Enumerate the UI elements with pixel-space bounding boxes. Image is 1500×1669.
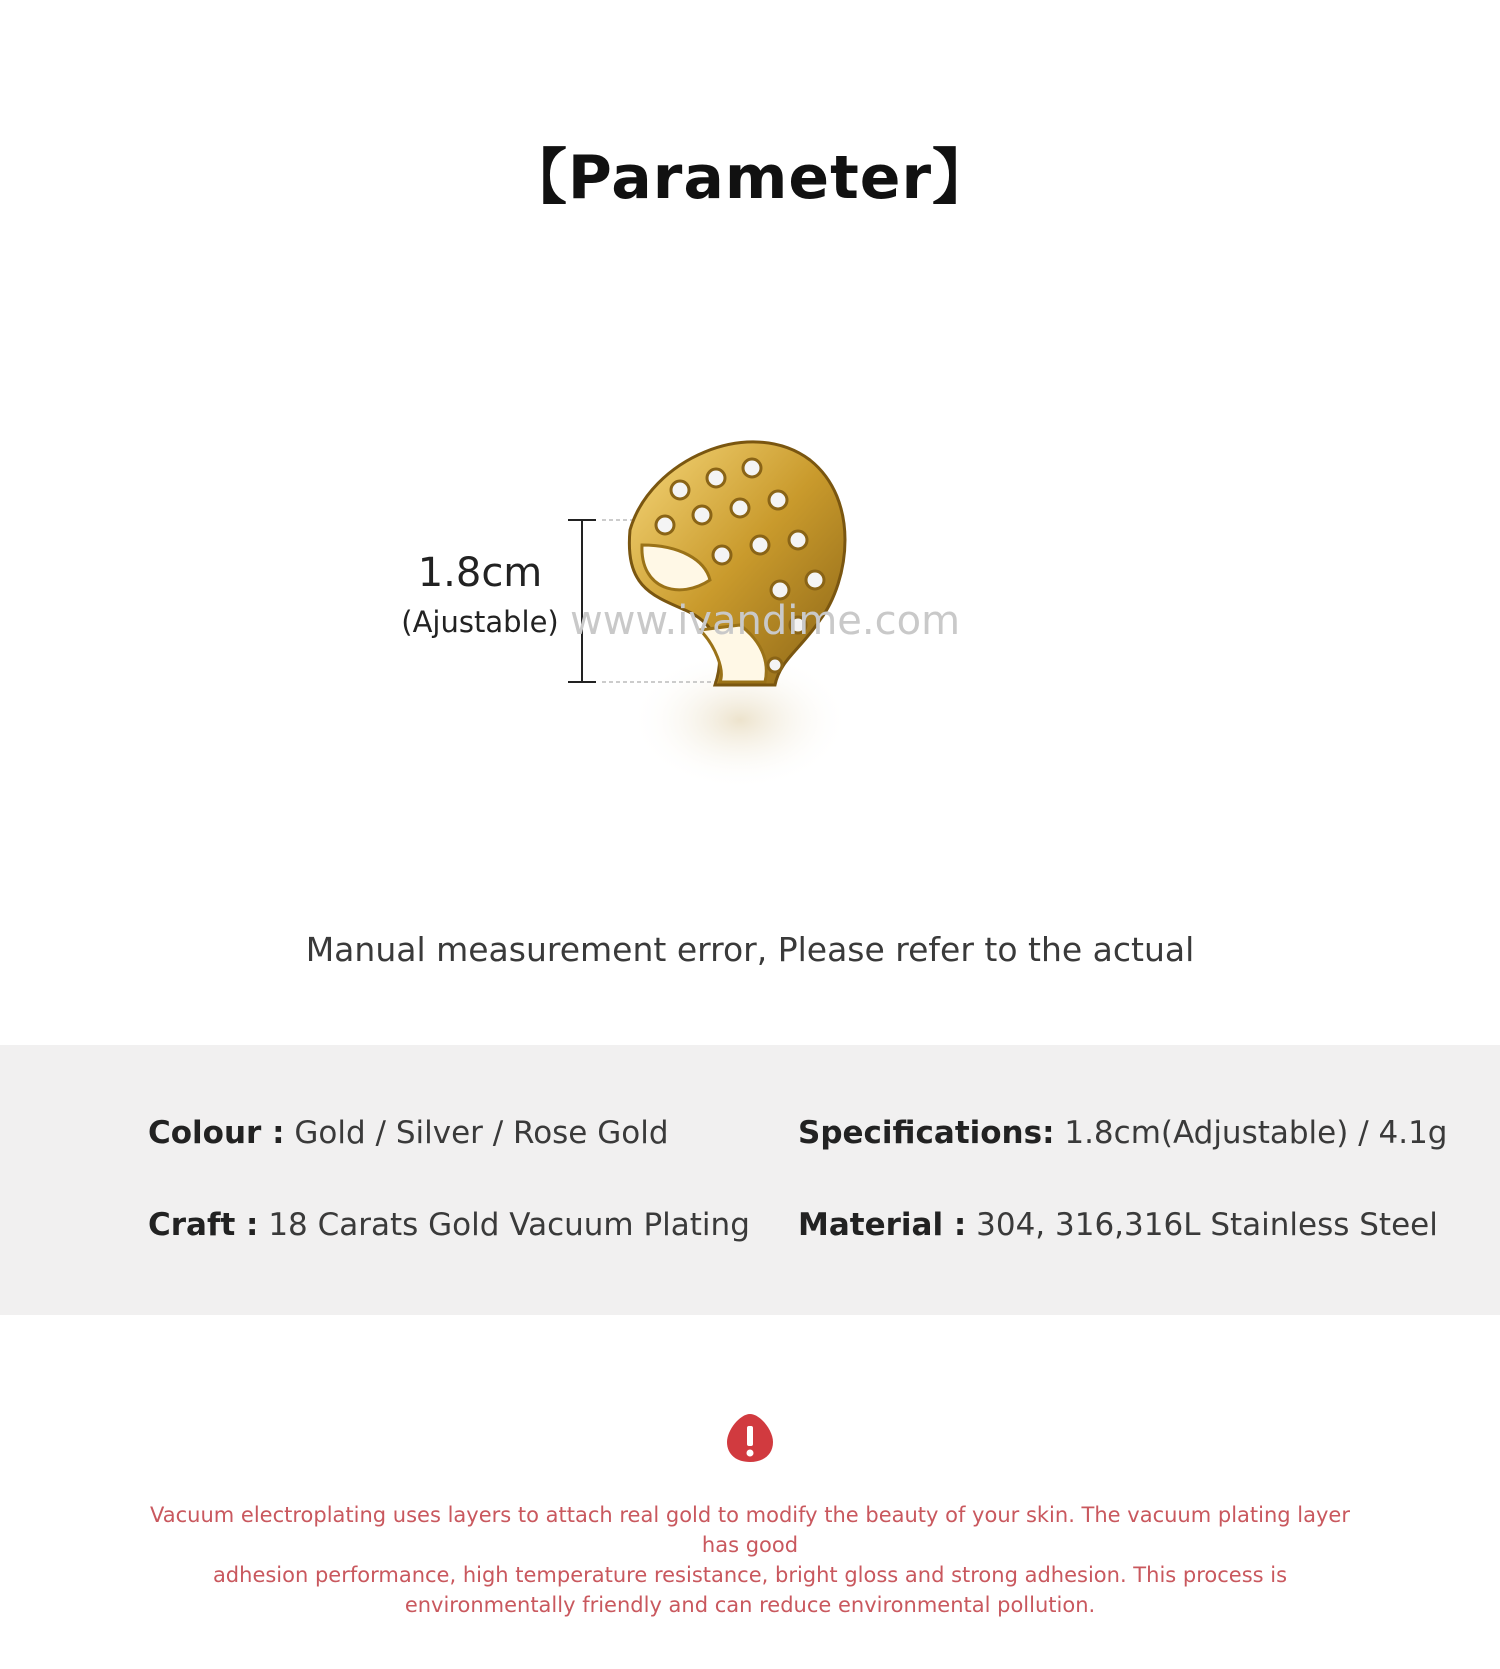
spec-panel (0, 1045, 1500, 1315)
measurement-disclaimer: Manual measurement error, Please refer to the actual (305, 930, 1195, 969)
spec-colour (148, 1115, 669, 1151)
plating-notice-line-3: environmentally friendly and can reduce environmental pollution. (404, 1593, 1096, 1617)
alert-icon (725, 1412, 775, 1464)
spec-colour-value: Gold / Silver / Rose Gold (294, 1115, 669, 1151)
spec-craft (148, 1207, 750, 1243)
spec-material-label: Material : (798, 1207, 967, 1243)
measurement-note: (Ajustable) (401, 605, 559, 639)
spec-colour-label: Colour : (148, 1115, 285, 1151)
spec-material (798, 1207, 1438, 1243)
page-title: 【Parameter】 (506, 143, 994, 213)
spec-specifications-label: Specifications: (798, 1115, 1055, 1151)
spec-craft-value: 18 Carats Gold Vacuum Plating (268, 1207, 750, 1243)
spec-craft-label: Craft : (148, 1207, 259, 1243)
plating-notice (150, 1500, 1350, 1620)
watermark-text: www.ivandime.com (570, 598, 961, 644)
plating-notice-line-2: adhesion performance, high temperature resistance, bright gloss and strong adhesion. This process is (212, 1563, 1288, 1587)
plating-notice-line-1: Vacuum electroplating uses layers to attach real gold to modify the beauty of your skin. The vacuum plating layer has good (150, 1503, 1350, 1557)
spec-specifications (798, 1115, 1447, 1151)
measurement-value: 1.8cm (417, 550, 543, 596)
spec-material-value: 304, 316,316L Stainless Steel (976, 1207, 1438, 1243)
spec-specifications-value: 1.8cm(Adjustable) / 4.1g (1064, 1115, 1448, 1151)
